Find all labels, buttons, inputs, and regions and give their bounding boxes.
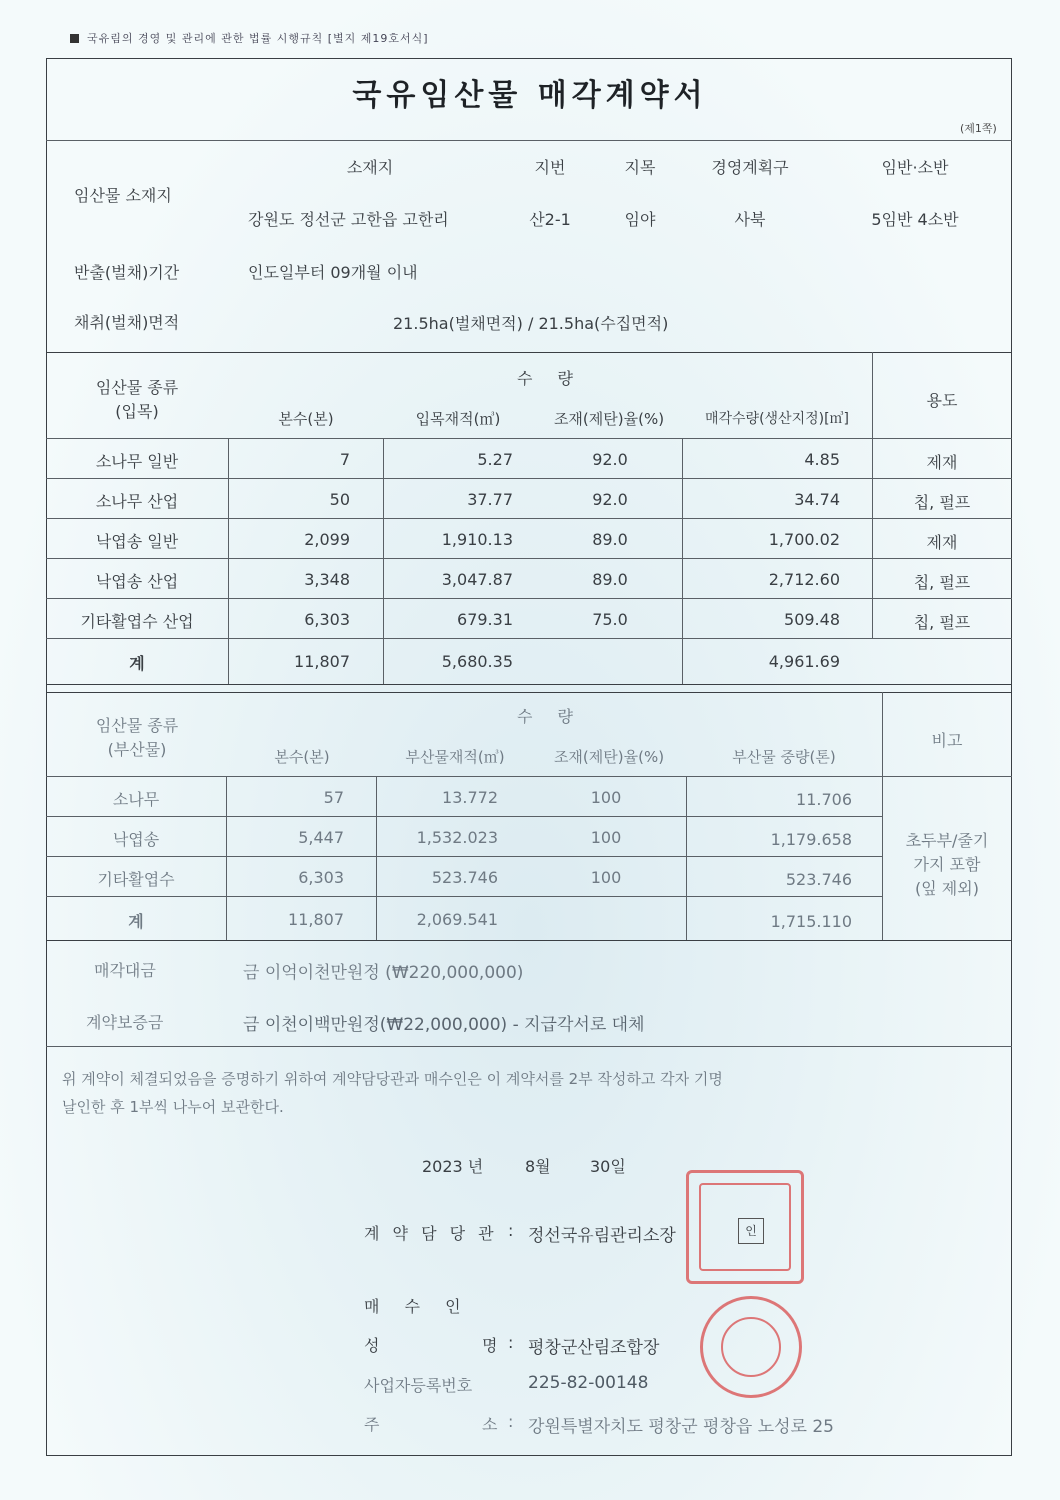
byproduct-type-sublabel: (부산물) [107,740,167,759]
standing-col-rate: 조재(제탄)율(%) [553,410,665,428]
official-seal-stamp [686,1170,804,1284]
row-name: 기타활엽수 [97,870,175,889]
row-use: 제재 [926,453,958,472]
remark-line: (잎 제외) [915,879,979,898]
date-month: 8월 [525,1157,551,1176]
row-weight: 11.706 [796,790,852,809]
byproduct-col-weight: 부산물 중량(톤) [732,748,836,766]
row-use: 칩, 펄프 [913,613,971,632]
row-volume: 13.772 [442,788,498,807]
address-colon: : [508,1412,514,1431]
standing-type-sublabel: (입목) [115,402,159,421]
row-volume: 1,532.023 [416,828,498,847]
total-label: 계 [128,912,144,931]
price-label: 매각대금 [94,961,156,980]
regulation-note [70,30,429,46]
total-volume: 2,069.541 [416,910,498,929]
row-rate: 100 [590,828,622,847]
divider [46,558,1012,559]
row-name: 낙엽송 산업 [95,572,179,591]
row-use: 칩, 펄프 [913,573,971,592]
buyer-name-value: 평창군산림조합장 [528,1338,660,1358]
buyer-heading: 매 수 인 [364,1297,471,1316]
period-label: 반출(벌채)기간 [74,263,180,282]
date-year: 2023 년 [422,1157,484,1176]
date-day: 30일 [590,1157,626,1176]
row-rate: 92.0 [592,450,628,469]
standing-use-label: 용도 [926,391,958,410]
officer-value: 정선국유림관리소장 [528,1226,676,1246]
divider [46,856,882,857]
divider [46,598,1012,599]
byproduct-type-label: 임산물 종류 [95,716,179,735]
officer-label: 계 약 담 당 관 [364,1224,498,1243]
lot-number-header: 지번 [534,158,566,177]
row-count: 6,303 [304,610,350,629]
row-use: 칩, 펄프 [913,493,971,512]
price-value: 금 이억이천만원정 (₩220,000,000) [243,963,524,983]
standing-col-sale: 매각수량(생산지정)[㎥] [704,411,850,427]
divider [46,438,1012,439]
byproduct-col-volume: 부산물재적(㎥) [405,748,505,766]
row-count: 2,099 [304,530,350,549]
row-name: 소나무 일반 [95,452,179,471]
row-rate: 100 [590,788,622,807]
total-volume: 5,680.35 [441,652,513,671]
row-rate: 92.0 [592,490,628,509]
divider [46,940,1012,941]
location-header: 소재지 [346,158,394,177]
location-row-label: 임산물 소재지 [74,186,172,205]
name-label-b: 명 [482,1336,498,1355]
row-weight: 523.746 [785,870,852,889]
row-name: 소나무 산업 [95,492,179,511]
divider [46,638,1012,639]
divider [46,684,1012,685]
divider [46,776,1012,777]
row-name: 낙엽송 일반 [95,532,179,551]
row-sale: 1,700.02 [768,530,840,549]
page-label: (제1쪽) [960,122,997,135]
row-sale: 2,712.60 [768,570,840,589]
row-count: 50 [329,490,350,509]
regulation-note-text: 국유림의 경영 및 관리에 관한 법률 시행규칙 [별지 제19호서식] [87,32,429,45]
compartment-value: 5임반 4소반 [871,210,959,229]
statement-line-1: 위 계약이 체결되었음을 증명하기 위하여 계약담당관과 매수인은 이 계약서를 2부 작성하고 각자 기명 [62,1070,723,1088]
row-sale: 4.85 [804,450,840,469]
divider [46,692,1012,693]
byproduct-quantity-label: 수 량 [517,707,583,726]
row-rate: 89.0 [592,530,628,549]
land-category-header: 지목 [624,158,656,177]
row-rate: 75.0 [592,610,628,629]
biz-number-value: 225-82-00148 [528,1373,649,1393]
remark-line: 초두부/줄기 [905,831,989,850]
officer-colon: : [508,1221,514,1240]
row-use: 제재 [926,533,958,552]
management-plan-header: 경영계획구 [711,158,789,177]
divider [46,518,1012,519]
buyer-seal-stamp [700,1296,802,1398]
divider [46,352,1012,353]
land-category-value: 임야 [624,210,656,229]
divider [383,438,384,684]
divider [46,1046,1012,1047]
statement-line-2: 날인한 후 1부씩 나누어 보관한다. [62,1098,284,1116]
row-sale: 34.74 [794,490,840,509]
square-bullet-icon [70,34,79,43]
total-sale: 4,961.69 [768,652,840,671]
management-plan-value: 사북 [734,210,766,229]
divider [46,896,882,897]
row-weight: 1,179.658 [770,830,852,849]
standing-col-volume: 입목재적(㎥) [415,410,501,428]
document-title: 국유임산물 매각계약서 [352,78,708,113]
total-weight: 1,715.110 [770,912,852,931]
name-label-a: 성 [364,1336,380,1355]
lot-number-value: 산2-1 [529,210,571,229]
row-sale: 509.48 [784,610,840,629]
divider [46,816,882,817]
divider [46,140,1012,141]
location-value: 강원도 정선군 고한읍 고한리 [248,210,449,229]
area-value: 21.5ha(벌채면적) / 21.5ha(수집면적) [393,314,669,333]
row-name: 소나무 [112,790,160,809]
period-value: 인도일부터 09개월 이내 [248,263,418,282]
total-count: 11,807 [294,652,350,671]
byproduct-col-count: 본수(본) [274,748,330,766]
divider [228,438,229,684]
row-volume: 3,047.87 [441,570,513,589]
row-count: 6,303 [298,868,344,887]
total-count: 11,807 [288,910,344,929]
compartment-header: 임반·소반 [881,158,949,177]
address-label-b: 소 [482,1415,498,1434]
biz-number-label: 사업자등록번호 [364,1376,473,1395]
divider [682,438,683,684]
address-label-a: 주 [364,1415,380,1434]
row-volume: 523.746 [431,868,498,887]
byproduct-col-rate: 조재(제탄)율(%) [553,748,665,766]
row-count: 7 [339,450,350,469]
name-colon: : [508,1333,514,1352]
row-volume: 37.77 [467,490,513,509]
standing-col-count: 본수(본) [278,410,334,428]
area-label: 채취(벌채)면적 [74,313,180,332]
deposit-value: 금 이천이백만원정(₩22,000,000) - 지급각서로 대체 [243,1015,645,1035]
buyer-address-value: 강원특별자치도 평창군 평창읍 노성로 25 [528,1417,834,1437]
row-name: 기타활엽수 산업 [80,612,194,631]
seal-mark-box: 인 [738,1218,764,1244]
row-count: 5,447 [298,828,344,847]
total-label: 계 [129,654,145,673]
deposit-label: 계약보증금 [86,1013,164,1032]
row-count: 57 [323,788,344,807]
byproduct-remark-label: 비고 [931,731,963,750]
row-volume: 5.27 [477,450,513,469]
row-rate: 100 [590,868,622,887]
row-count: 3,348 [304,570,350,589]
standing-type-label: 임산물 종류 [95,378,179,397]
remark-line: 가지 포함 [913,855,981,874]
row-volume: 679.31 [457,610,513,629]
standing-quantity-label: 수 량 [517,369,583,388]
row-rate: 89.0 [592,570,628,589]
divider [46,478,1012,479]
row-name: 낙엽송 [112,830,160,849]
row-volume: 1,910.13 [441,530,513,549]
